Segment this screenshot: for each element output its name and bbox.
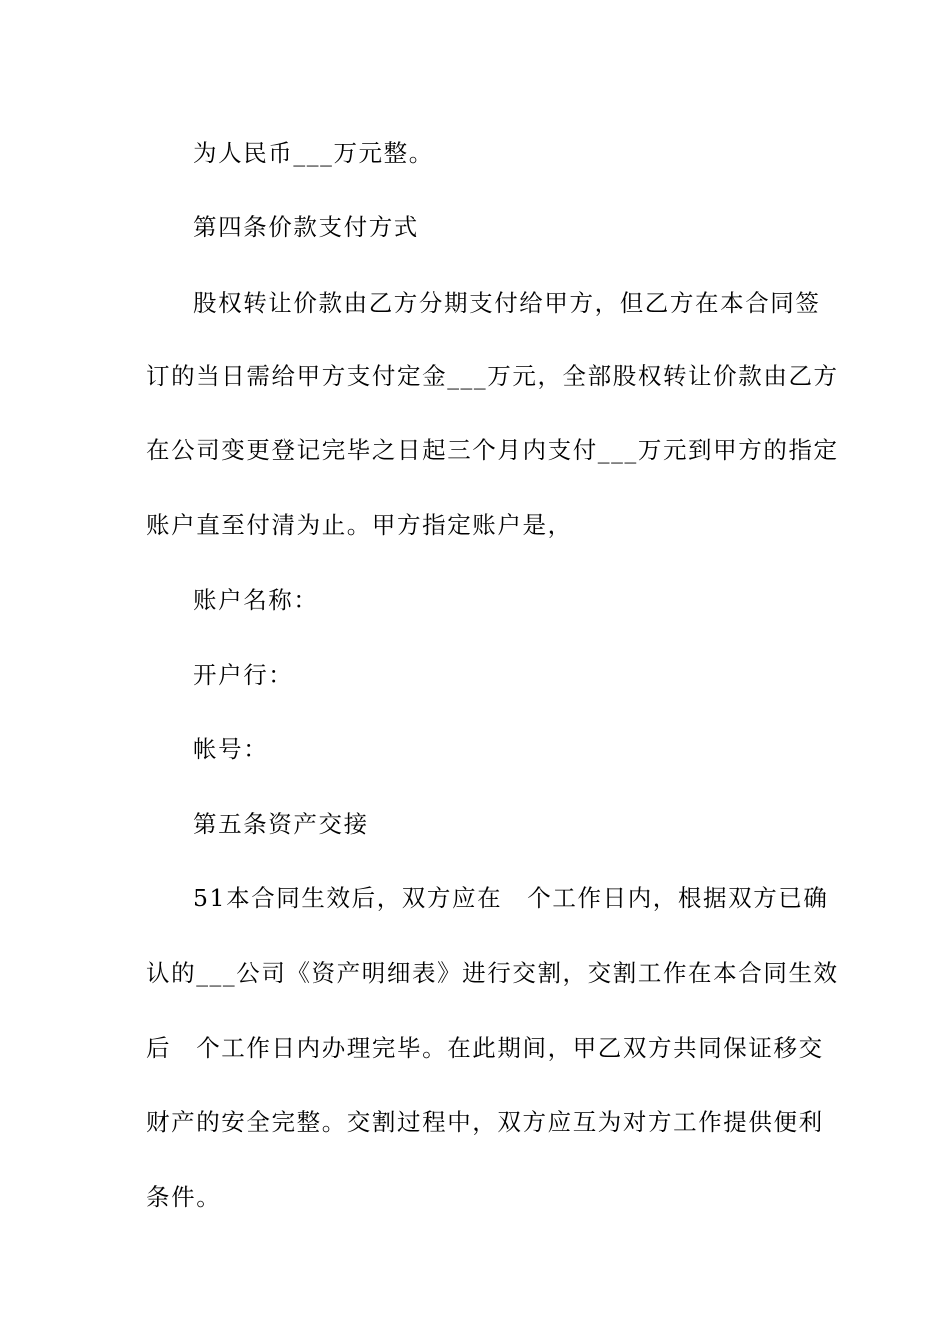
paragraph-line: 财产的安全完整。交割过程中，双方应互为对方工作提供便利 bbox=[146, 1108, 824, 1136]
paragraph-line: 条件。 bbox=[146, 1183, 222, 1211]
account-name-label: 账户名称： bbox=[193, 586, 319, 614]
paragraph-line: 在公司变更登记完毕之日起三个月内支付___万元到甲方的指定 bbox=[146, 436, 839, 464]
paragraph-line: 后 个工作日内办理完毕。在此期间，甲乙双方共同保证移交 bbox=[146, 1034, 824, 1062]
paragraph-line: 账户直至付清为止。甲方指定账户是， bbox=[146, 511, 573, 539]
paragraph-line: 订的当日需给甲方支付定金___万元，全部股权转让价款由乙方 bbox=[146, 362, 839, 390]
paragraph-line: 为人民币___万元整。 bbox=[193, 139, 434, 167]
bank-label: 开户行： bbox=[193, 661, 294, 689]
paragraph-line: 认的___公司《资产明细表》进行交割，交割工作在本合同生效 bbox=[146, 959, 839, 987]
section-heading: 第五条资产交接 bbox=[193, 810, 369, 838]
paragraph-line: 股权转让价款由乙方分期支付给甲方，但乙方在本合同签 bbox=[193, 289, 821, 317]
paragraph-line: 51本合同生效后，双方应在 个工作日内，根据双方已确 bbox=[193, 884, 829, 912]
section-heading: 第四条价款支付方式 bbox=[193, 213, 419, 241]
account-number-label: 帐号： bbox=[193, 735, 269, 763]
